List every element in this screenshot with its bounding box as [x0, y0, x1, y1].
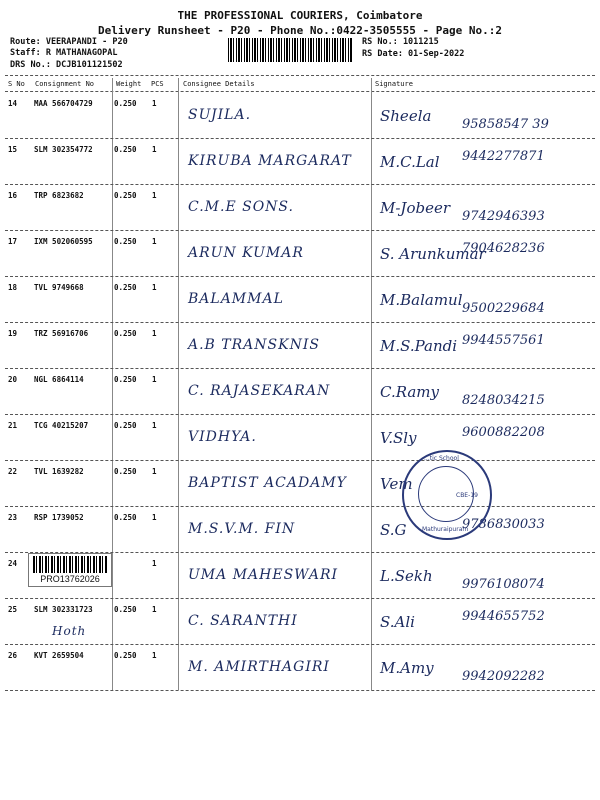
- row-weight: 0.250: [114, 513, 137, 522]
- row-consignee-handwritten: A.B TRANSKNIS: [188, 337, 320, 353]
- row-signature: M.Amy: [380, 659, 434, 677]
- row-sno: 21: [8, 421, 18, 430]
- header-rule: [5, 75, 595, 76]
- row-consignee-handwritten: ARUN KUMAR: [188, 245, 304, 261]
- row-weight: 0.250: [114, 467, 137, 476]
- row-weight: 0.250: [114, 191, 137, 200]
- row-consignment-no: TCG 40215207: [34, 421, 89, 430]
- rs-date-label: RS Date: 01-Sep-2022: [362, 49, 465, 59]
- row-signature: M.C.Lal: [380, 153, 440, 171]
- col-consignment: Consignment No: [35, 80, 95, 88]
- row-weight: 0.250: [114, 329, 137, 338]
- consignment-sticker: [28, 553, 112, 587]
- rs-no-label: RS No.: 1011215: [362, 37, 439, 47]
- route-label: Route: VEERAPANDI - P20: [10, 37, 128, 47]
- row-consignee-handwritten: VIDHYA.: [188, 429, 257, 445]
- table-row: [0, 139, 600, 185]
- row-phone-handwritten: 8248034215: [462, 393, 545, 408]
- row-consignee-handwritten: SUJILA.: [188, 107, 252, 123]
- row-signature: C.Ramy: [380, 383, 439, 401]
- table-row: [0, 461, 600, 507]
- row-pcs: 1: [152, 237, 157, 246]
- row-consignee-handwritten: M.S.V.M. FIN: [188, 521, 296, 537]
- table-row: [0, 645, 600, 691]
- stamp-top-text: ...tic School: [424, 455, 459, 462]
- drs-label: DRS No.: DCJB101121502: [10, 60, 123, 70]
- row-sno: 18: [8, 283, 18, 292]
- row-pcs: 1: [152, 467, 157, 476]
- row-consignment-no: TRP 6823682: [34, 191, 84, 200]
- row-consignee-handwritten: C.M.E SONS.: [188, 199, 294, 215]
- row-consignee-handwritten: C. RAJASEKARAN: [188, 383, 331, 399]
- row-signature: S.Ali: [380, 613, 415, 631]
- stamp-bottom-text: Mathuraipuram: [422, 526, 469, 533]
- row-consignee-handwritten: KIRUBA MARGARAT: [188, 153, 352, 169]
- row-phone-handwritten: 9944655752: [462, 609, 545, 624]
- row-sno: 15: [8, 145, 18, 154]
- row-consignee-handwritten: UMA MAHESWARI: [188, 567, 339, 583]
- sticker-barcode: [33, 556, 107, 573]
- row-sno: 22: [8, 467, 18, 476]
- row-consignment-no: MAA 566704729: [34, 99, 93, 108]
- row-phone-handwritten: 9942092282: [462, 669, 545, 684]
- row-sno: 14: [8, 99, 18, 108]
- row-pcs: 1: [152, 559, 157, 568]
- staff-label: Staff: R MATHANAGOPAL: [10, 48, 118, 58]
- row-sno: 25: [8, 605, 18, 614]
- row-phone-handwritten: 9786830033: [462, 517, 545, 532]
- row-signature: V.Sly: [380, 429, 417, 447]
- row-weight: 0.250: [114, 237, 137, 246]
- stamp-right-text: CBE-19: [456, 492, 478, 499]
- table-row: [0, 507, 600, 553]
- column-header-rule: [5, 91, 595, 92]
- col-pcs: PCS: [151, 80, 164, 88]
- row-weight: 0.250: [114, 605, 137, 614]
- row-signature: L.Sekh: [380, 567, 433, 585]
- row-sno: 26: [8, 651, 18, 660]
- runsheet-barcode: [228, 38, 352, 62]
- row-sno: 19: [8, 329, 18, 338]
- col-weight: Weight: [116, 80, 142, 88]
- row-signature: S.G: [380, 521, 407, 539]
- row-signature: S. Arunkumar: [380, 245, 486, 263]
- table-row: [0, 93, 600, 139]
- row-weight: 0.250: [114, 421, 137, 430]
- row-signature: M.S.Pandi: [380, 337, 458, 355]
- row-sno: 23: [8, 513, 18, 522]
- row-consignee-handwritten: C. SARANTHI: [188, 613, 298, 629]
- table-row: [0, 415, 600, 461]
- row-sno: 20: [8, 375, 18, 384]
- row-sno: 24: [8, 559, 18, 568]
- row-consignment-no: SLM 302354772: [34, 145, 93, 154]
- row-sno: 17: [8, 237, 18, 246]
- row-pcs: 1: [152, 421, 157, 430]
- col-signature: Signature: [375, 80, 413, 88]
- row-consignment-no: KVT 2659504: [34, 651, 84, 660]
- row-pcs: 1: [152, 375, 157, 384]
- table-row: [0, 323, 600, 369]
- row-pcs: 1: [152, 329, 157, 338]
- row-phone-handwritten: 9976108074: [462, 577, 545, 592]
- row-consignment-no: NGL 6864114: [34, 375, 84, 384]
- table-row: [0, 231, 600, 277]
- row-pcs: 1: [152, 605, 157, 614]
- row-pcs: 1: [152, 99, 157, 108]
- margin-scribble: Hoth: [52, 624, 87, 638]
- row-phone-handwritten: 9442277871: [462, 149, 545, 164]
- row-consignee-handwritten: M. AMIRTHAGIRI: [188, 659, 330, 675]
- row-weight: 0.250: [114, 651, 137, 660]
- row-consignment-no: SLM 302331723: [34, 605, 93, 614]
- row-consignment-no: TRZ 56916706: [34, 329, 89, 338]
- row-pcs: 1: [152, 145, 157, 154]
- company-title: THE PROFESSIONAL COURIERS, Coimbatore: [177, 9, 423, 22]
- runsheet-subtitle: Delivery Runsheet - P20 - Phone No.:0422-3505555 - Page No.:2: [98, 24, 502, 37]
- sticker-number: PRO13762026: [40, 574, 100, 584]
- row-signature: M.Balamul: [380, 291, 463, 309]
- row-pcs: 1: [152, 283, 157, 292]
- row-divider: [5, 690, 595, 691]
- row-consignment-no: TVL 9749668: [34, 283, 84, 292]
- row-phone-handwritten: 9600882208: [462, 425, 545, 440]
- row-weight: 0.250: [114, 283, 137, 292]
- table-row: [0, 277, 600, 323]
- row-consignment-no: RSP 1739052: [34, 513, 84, 522]
- row-weight: 0.250: [114, 145, 137, 154]
- row-consignment-no: TVL 1639282: [34, 467, 84, 476]
- table-row: [0, 599, 600, 645]
- row-signature: Vem: [380, 475, 413, 493]
- table-row: [0, 185, 600, 231]
- row-consignment-no: IXM 502060595: [34, 237, 93, 246]
- row-weight: 0.250: [114, 99, 137, 108]
- col-consignee: Consignee Details: [183, 80, 255, 88]
- row-signature: Sheela: [380, 107, 432, 125]
- row-signature: M-Jobeer: [380, 199, 450, 217]
- row-pcs: 1: [152, 513, 157, 522]
- row-phone-handwritten: 9742946393: [462, 209, 545, 224]
- row-pcs: 1: [152, 651, 157, 660]
- table-row: [0, 369, 600, 415]
- row-pcs: 1: [152, 191, 157, 200]
- col-sno: S No: [8, 80, 25, 88]
- row-consignee-handwritten: BAPTIST ACADAMY: [188, 475, 347, 491]
- row-weight: 0.250: [114, 375, 137, 384]
- school-stamp: [402, 450, 492, 540]
- row-sno: 16: [8, 191, 18, 200]
- row-consignee-handwritten: BALAMMAL: [188, 291, 284, 307]
- row-phone-handwritten: 7904628236: [462, 241, 545, 256]
- row-phone-handwritten: 95858547 39: [462, 117, 549, 132]
- row-phone-handwritten: 9944557561: [462, 333, 545, 348]
- row-phone-handwritten: 9500229684: [462, 301, 545, 316]
